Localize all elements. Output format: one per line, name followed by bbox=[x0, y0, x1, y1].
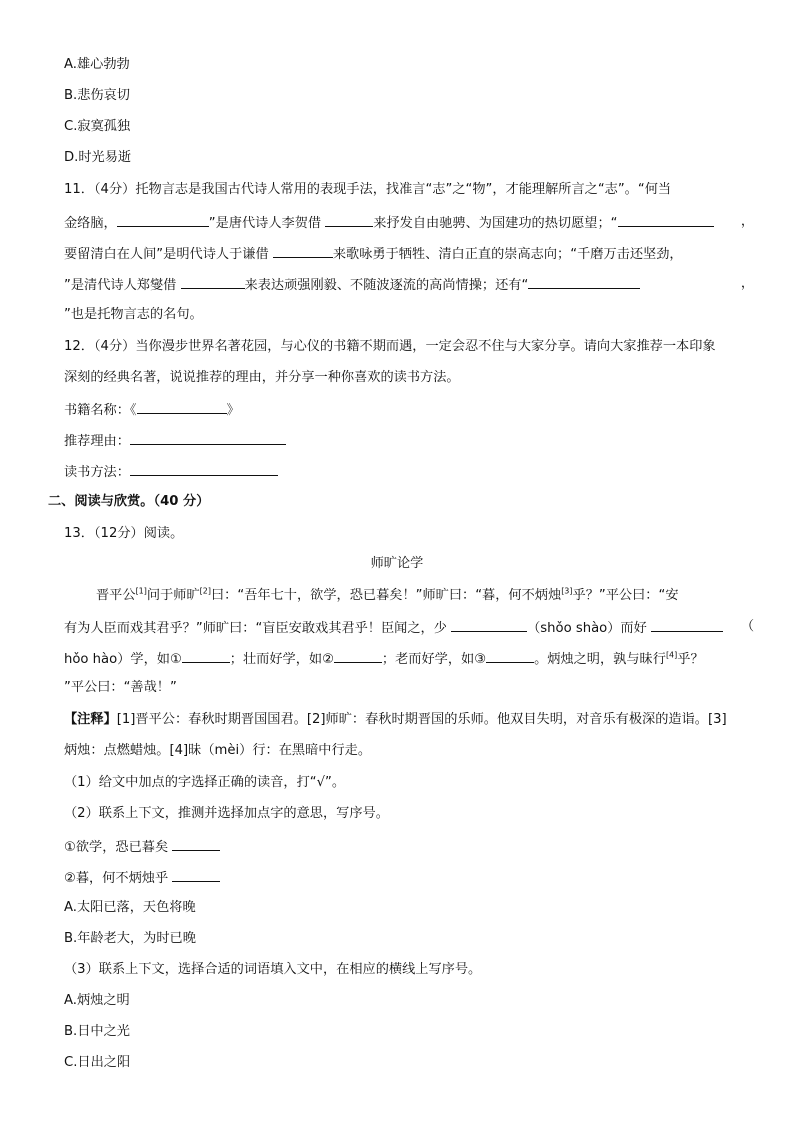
option-c: C.寂寞孤独 bbox=[64, 119, 131, 134]
footnote-ref: [1] bbox=[135, 586, 147, 596]
option-b: B.悲伤哀切 bbox=[64, 88, 130, 103]
q11-text: ”是唐代诗人李贺借 bbox=[208, 216, 322, 231]
answer-blank[interactable] bbox=[528, 274, 640, 289]
q12-method-line bbox=[64, 461, 754, 483]
q11-text: 金络脑， bbox=[64, 216, 117, 231]
passage-text: 有为人臣而戏其君乎？”师旷曰：“盲臣安敢戏其君乎！臣闻之，少 bbox=[64, 621, 447, 636]
annotation-text: [1]晋平公：春秋时期晋国国君。[2]师旷：春秋时期晋国的乐师。他双目失明，对音乐有极深的造诣。[3] bbox=[116, 712, 727, 727]
q11-stem-line3 bbox=[64, 243, 754, 265]
method-label: 读书方法： bbox=[64, 465, 130, 480]
reason-blank[interactable] bbox=[130, 430, 286, 445]
q11-text: 来抒发自由驰骋、为国建功的热切愿望；“ bbox=[373, 216, 618, 231]
book-name-blank[interactable] bbox=[137, 399, 227, 414]
option-d: D.时光易逝 bbox=[64, 150, 132, 165]
passage-title: 师旷论学 bbox=[370, 556, 424, 571]
subquestion-2-item1 bbox=[64, 836, 754, 858]
annotation-label: 【注释】 bbox=[64, 712, 117, 727]
subquestion-2-item2 bbox=[64, 867, 754, 889]
q12-book-line bbox=[64, 399, 754, 421]
answer-blank[interactable] bbox=[117, 212, 209, 227]
q11-stem-line1: 11．（4分）托物言志是我国古代诗人常用的表现手法，找准言“志”之“物”，才能理解所言之“志”。“何当 bbox=[64, 182, 672, 197]
subquestion-1: （1）给文中加点的字选择正确的读音，打“√”。 bbox=[64, 775, 346, 790]
book-name-close: 》 bbox=[226, 403, 240, 418]
section-heading: 二、阅读与欣赏。（40 分） bbox=[48, 494, 210, 509]
passage-text: （shǒo shào）而好 bbox=[527, 621, 647, 636]
q11-text: 要留清白在人间”是明代诗人于谦借 bbox=[64, 247, 269, 262]
passage-text: 乎？”平公曰：“安 bbox=[572, 588, 679, 603]
q11-text: 来表达顽强刚毅、不随波逐流的高尚情操；还有“ bbox=[244, 278, 529, 293]
passage-text: ；壮而好学，如② bbox=[229, 652, 334, 667]
answer-blank[interactable] bbox=[618, 212, 714, 227]
annotation-line1 bbox=[64, 710, 754, 730]
answer-blank-1[interactable] bbox=[182, 648, 230, 663]
reason-label: 推荐理由： bbox=[64, 434, 130, 449]
q11-text: ”是清代诗人郑燮借 bbox=[64, 278, 177, 293]
answer-blank-2[interactable] bbox=[334, 648, 382, 663]
subquestion-3: （3）联系上下文，选择合适的词语填入文中，在相应的横线上写序号。 bbox=[64, 962, 482, 977]
passage-text: hǒo hào）学，如① bbox=[64, 652, 182, 667]
choice-b: B.年龄老大，为时已晚 bbox=[64, 931, 196, 946]
choice-a: A.太阳已落，天色将晚 bbox=[64, 900, 196, 915]
method-blank[interactable] bbox=[130, 461, 278, 476]
passage-text: 。炳烛之明，孰与昧行 bbox=[534, 652, 666, 667]
q11-stem-line4 bbox=[64, 274, 754, 296]
passage-text: 晋平公 bbox=[96, 588, 136, 603]
passage-text: 曰：“吾年七十，欲学，恐已暮矣！”师旷曰：“暮，何不炳烛 bbox=[211, 588, 562, 603]
passage-text: （ bbox=[740, 619, 754, 634]
footnote-ref: [2] bbox=[199, 586, 211, 596]
annotation-line2: 炳烛：点燃蜡烛。[4]昧（mèi）行：在黑暗中行走。 bbox=[64, 743, 372, 758]
q11-text: 来歌咏勇于牺牲、清白正直的崇高志向；“千磨万击还坚劲， bbox=[332, 247, 683, 262]
footnote-ref: [3] bbox=[561, 586, 573, 596]
answer-blank[interactable] bbox=[651, 617, 723, 632]
choice-c: C.日出之阳 bbox=[64, 1055, 131, 1070]
choice-a: A.炳烛之明 bbox=[64, 993, 130, 1008]
passage-text: 问于师旷 bbox=[146, 588, 200, 603]
item-text: ②暮，何不炳烛乎 bbox=[64, 871, 169, 886]
q12-stem-line1: 12．（4分）当你漫步世界名著花园，与心仪的书籍不期而遇，一定会忍不住与大家分享。请向大家推荐一本印象 bbox=[64, 339, 716, 354]
passage-text: ；老而好学，如③ bbox=[381, 652, 487, 667]
q11-text: ， bbox=[740, 276, 754, 291]
passage-line4: ”平公曰：“善哉！” bbox=[64, 680, 177, 695]
answer-blank[interactable] bbox=[273, 243, 333, 258]
q11-stem-line2 bbox=[64, 212, 754, 234]
book-name-label: 书籍名称：《 bbox=[64, 403, 137, 418]
answer-blank[interactable] bbox=[325, 212, 373, 227]
q13-stem: 13．（12分）阅读。 bbox=[64, 526, 184, 541]
item-text: ①欲学，恐已暮矣 bbox=[64, 840, 169, 855]
q11-stem-line5: ”也是托物言志的名句。 bbox=[64, 307, 203, 322]
q12-stem-line2: 深刻的经典名著，说说推荐的理由，并分享一种你喜欢的读书方法。 bbox=[64, 370, 460, 385]
answer-blank[interactable] bbox=[172, 867, 220, 882]
q12-reason-line bbox=[64, 430, 754, 452]
passage-line3 bbox=[64, 648, 754, 670]
passage-text: 乎？ bbox=[677, 652, 704, 667]
q11-text: ， bbox=[740, 214, 754, 229]
answer-blank-3[interactable] bbox=[486, 648, 534, 663]
subquestion-2: （2）联系上下文，推测并选择加点字的意思，写序号。 bbox=[64, 806, 389, 821]
passage-line1 bbox=[96, 586, 754, 606]
answer-blank[interactable] bbox=[172, 836, 220, 851]
passage-line2 bbox=[64, 617, 754, 639]
answer-blank[interactable] bbox=[451, 617, 527, 632]
footnote-ref: [4] bbox=[665, 650, 678, 660]
choice-b: B.日中之光 bbox=[64, 1024, 130, 1039]
option-a: A.雄心勃勃 bbox=[64, 57, 130, 72]
answer-blank[interactable] bbox=[181, 274, 245, 289]
